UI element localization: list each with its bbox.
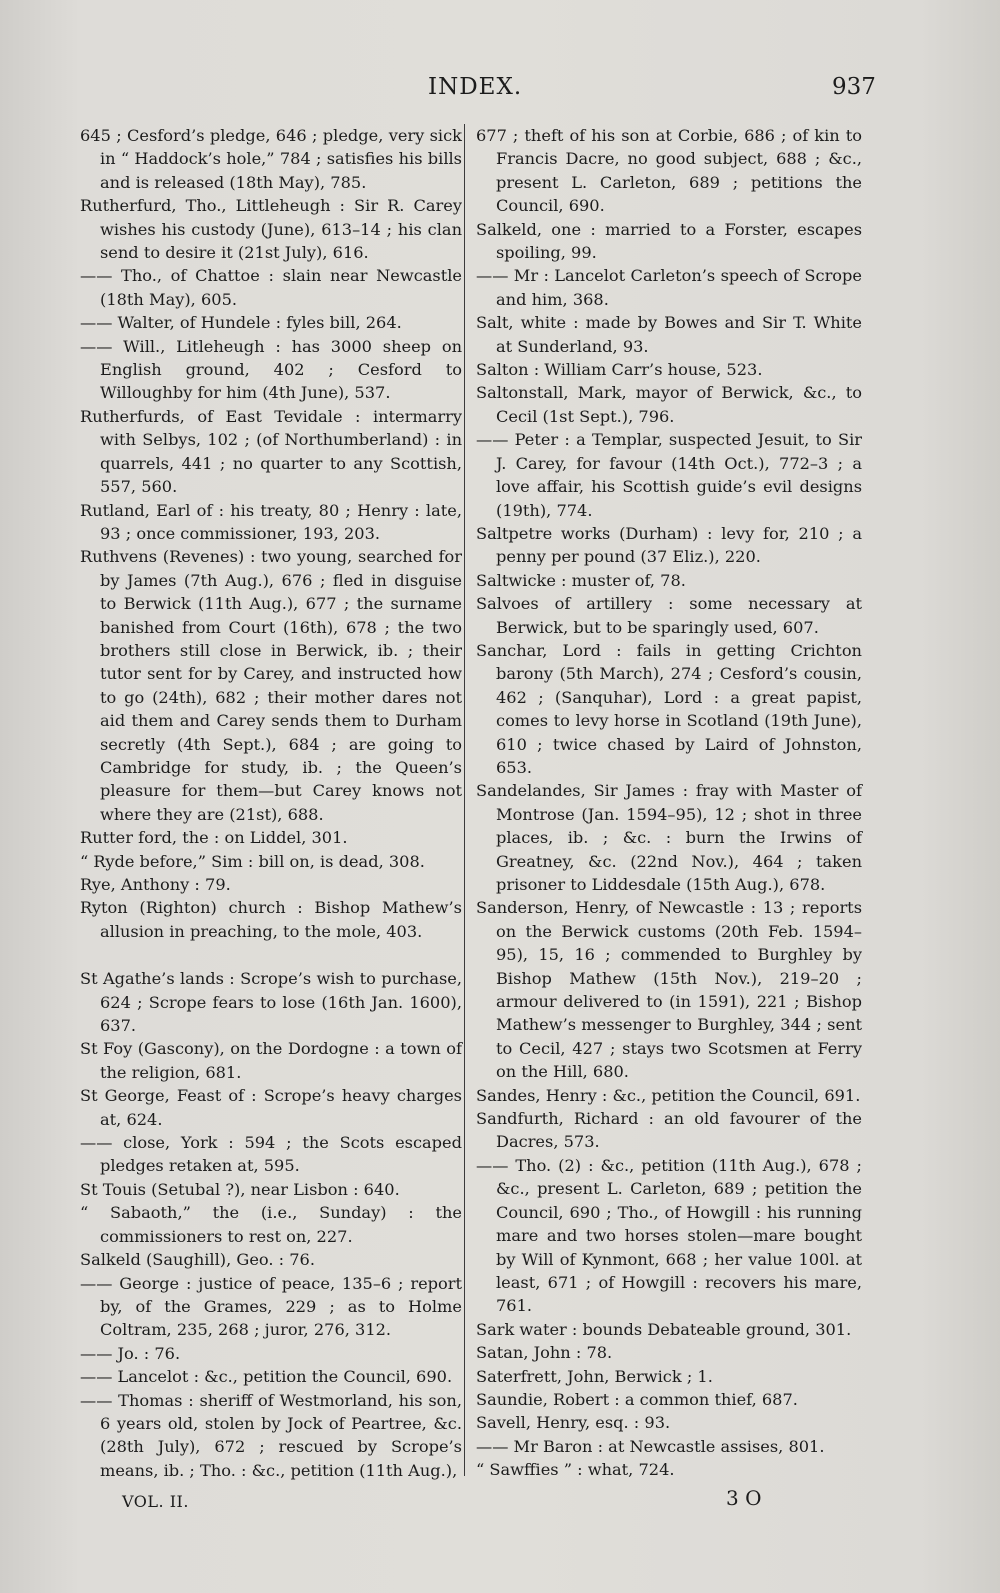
index-entry: —— Tho. (2) : &c., petition (11th Aug.), 678 ; &c., present L. Carleton, 689 ; petition the Council, 690 ; Tho., of Howgill : his running mare and two horses stolen—mare bought by Will of Kynmont, 668 ; her value 100l. at least, 671 ; of Howgill : recovers his mare, 761. — [476, 1155, 862, 1316]
index-entry: Salkeld (Saughill), Geo. : 76. — [80, 1250, 316, 1270]
index-entry: Salt, white : made by Bowes and Sir T. White at Sunderland, 93. — [476, 313, 862, 356]
index-entry: Saltwicke : muster of, 78. — [476, 570, 686, 590]
column-divider — [464, 124, 465, 1476]
index-entry: Ruthvens (Revenes) : two young, searched for by James (7th Aug.), 676 ; fled in disguise to Berwick (11th Aug.), 677 ; the surname banished from Court (16th), 678 ; the two brothers still close in Berwick, ib. ; their tutor sent for by Carey, and instructed how to go (24th), 682 ; their mother dares not aid them and Carey sends them to Durham secretly (4th Sept.), 684 ; are going to Cambridge for study, ib. ; the Queen’s pleasure for them—but Carey knows not where they are (21st), 688. — [80, 547, 462, 824]
index-entry: Sanderson, Henry, of Newcastle : 13 ; reports on the Berwick customs (20th Feb. 1594–95), 15, 16 ; commended to Burghley by Bishop Mathew (15th Nov.), 219–20 ; armour delivered to (in 1591), 221 ; Bishop Mathew’s messenger to Burghley, 344 ; sent to Cecil, 427 ; stays two Scotsmen at Ferry on the Hill, 680. — [476, 898, 862, 1082]
index-entry: “ Sawffies ” : what, 724. — [476, 1460, 675, 1480]
index-entry: —— Tho., of Chattoe : slain near Newcastle (18th May), 605. — [80, 266, 462, 309]
index-entry: Sandelandes, Sir James : fray with Master of Montrose (Jan. 1594–95), 12 ; shot in three places, ib. ; &c. : burn the Irwins of Greatney, &c. (22nd Nov.), 464 ; taken prisoner to Liddesdale (15th Aug.), 678. — [476, 781, 862, 894]
index-entry: —— close, York : 594 ; the Scots escaped pledges retaken at, 595. — [80, 1133, 462, 1176]
volume-label: VOL. II. — [122, 1492, 189, 1511]
index-entry: Saltonstall, Mark, mayor of Berwick, &c., to Cecil (1st Sept.), 796. — [476, 383, 862, 426]
index-entry: Rye, Anthony : 79. — [80, 875, 231, 894]
signature-mark: 3 O — [726, 1486, 762, 1510]
index-entry: Sandes, Henry : &c., petition the Council, 691. — [476, 1085, 861, 1105]
index-entry: St Foy (Gascony), on the Dordogne : a town of the religion, 681. — [80, 1039, 462, 1082]
index-entry: —— Mr Baron : at Newcastle assises, 801. — [476, 1436, 825, 1456]
index-entry: “ Sabaoth,” the (i.e., Sunday) : the commissioners to rest on, 227. — [80, 1203, 462, 1246]
index-entry: Rutherfurds, of East Tevidale : intermarry with Selbys, 102 ; (of Northumberland) : in quarrels, 441 ; no quarter to any Scottish, 557, 560. — [80, 406, 462, 497]
index-entry: Sanchar, Lord : fails in getting Crichton barony (5th March), 274 ; Cesford’s cousin, 462 ; (Sanquhar), Lord : a great papist, comes to levy horse in Scotland (19th June), 610 ; twice chased by Laird of Johnston, 653. — [476, 640, 862, 777]
index-entry: —— Thomas : sheriff of Westmorland, his son, 6 years old, stolen by Jock of Peartree, &c. (28th July), 672 ; rescued by Scrope’s means, ib. ; Tho. : &c., petition (11th Aug.), — [80, 1390, 462, 1480]
index-entry: St George, Feast of : Scrope’s heavy charges at, 624. — [80, 1086, 462, 1129]
index-entry: —— Will., Litleheugh : has 3000 sheep on English ground, 402 ; Cesford to Willoughby for him (4th June), 537. — [80, 336, 462, 403]
index-entry: “ Ryde before,” Sim : bill on, is dead, 308. — [80, 851, 425, 871]
index-entry: —— Walter, of Hundele : fyles bill, 264. — [80, 313, 402, 333]
index-entry: —— Jo. : 76. — [80, 1343, 181, 1363]
index-entry: Ryton (Righton) church : Bishop Mathew’s allusion in preaching, to the mole, 403. — [80, 898, 462, 941]
index-entry: Saundie, Robert : a common thief, 687. — [476, 1389, 798, 1409]
index-entry: Rutland, Earl of : his treaty, 80 ; Henry : late, 93 ; once commissioner, 193, 203. — [80, 500, 462, 543]
left-index-column — [80, 124, 462, 1482]
index-entry: Salkeld, one : married to a Forster, escapes spoiling, 99. — [476, 219, 862, 263]
index-entry: St Agathe’s lands : Scrope’s wish to purchase, 624 ; Scrope fears to lose (16th Jan. 1600), 637. — [80, 969, 462, 1036]
index-entry: 677 ; theft of his son at Corbie, 686 ; of kin to Francis Dacre, no good subject, 688 ; &c., present L. Carleton, 689 ; petitions the Council, 690. — [476, 126, 862, 216]
index-entry: St Touis (Setubal ?), near Lisbon : 640. — [80, 1179, 400, 1199]
index-entry: Satan, John : 78. — [476, 1343, 613, 1363]
index-entry: Rutter ford, the : on Liddel, 301. — [80, 828, 348, 848]
running-head — [0, 72, 1000, 112]
page-title: INDEX. — [428, 74, 523, 100]
index-entry: Savell, Henry, esq. : 93. — [476, 1413, 671, 1433]
index-entry: Saltpetre works (Durham) : levy for, 210 ; a penny per pound (37 Eliz.), 220. — [476, 523, 862, 567]
index-entry: —— Lancelot : &c., petition the Council, 690. — [80, 1367, 453, 1387]
index-entry: Saterfrett, John, Berwick ; 1. — [476, 1366, 713, 1386]
index-entry: Sark water : bounds Debateable ground, 301. — [476, 1319, 852, 1339]
index-entry: —— George : justice of peace, 135–6 ; report by, of the Grames, 229 ; as to Holme Coltram, 235, 268 ; juror, 276, 312. — [80, 1273, 462, 1340]
index-entry: Salton : William Carr’s house, 523. — [476, 360, 763, 380]
index-entry: Salvoes of artillery : some necessary at Berwick, but to be sparingly used, 607. — [476, 594, 862, 637]
index-entry: —— Mr : Lancelot Carleton’s speech of Scrope and him, 368. — [476, 266, 862, 309]
index-entry: Rutherfurd, Tho., Littleheugh : Sir R. Carey wishes his custody (June), 613–14 ; his clan send to desire it (21st July), 616. — [80, 196, 462, 263]
page-number: 937 — [832, 74, 876, 100]
index-entry: —— Peter : a Templar, suspected Jesuit, to Sir J. Carey, for favour (14th Oct.), 772–3 ; a love affair, his Scottish guide’s evil designs (19th), 774. — [476, 430, 862, 520]
index-entry: Sandfurth, Richard : an old favourer of the Dacres, 573. — [476, 1109, 862, 1152]
right-index-column — [476, 124, 862, 1482]
index-entry: 645 ; Cesford’s pledge, 646 ; pledge, very sick in “ Haddock’s hole,” 784 ; satisfies his bills and is released (18th May), 785. — [80, 126, 462, 192]
